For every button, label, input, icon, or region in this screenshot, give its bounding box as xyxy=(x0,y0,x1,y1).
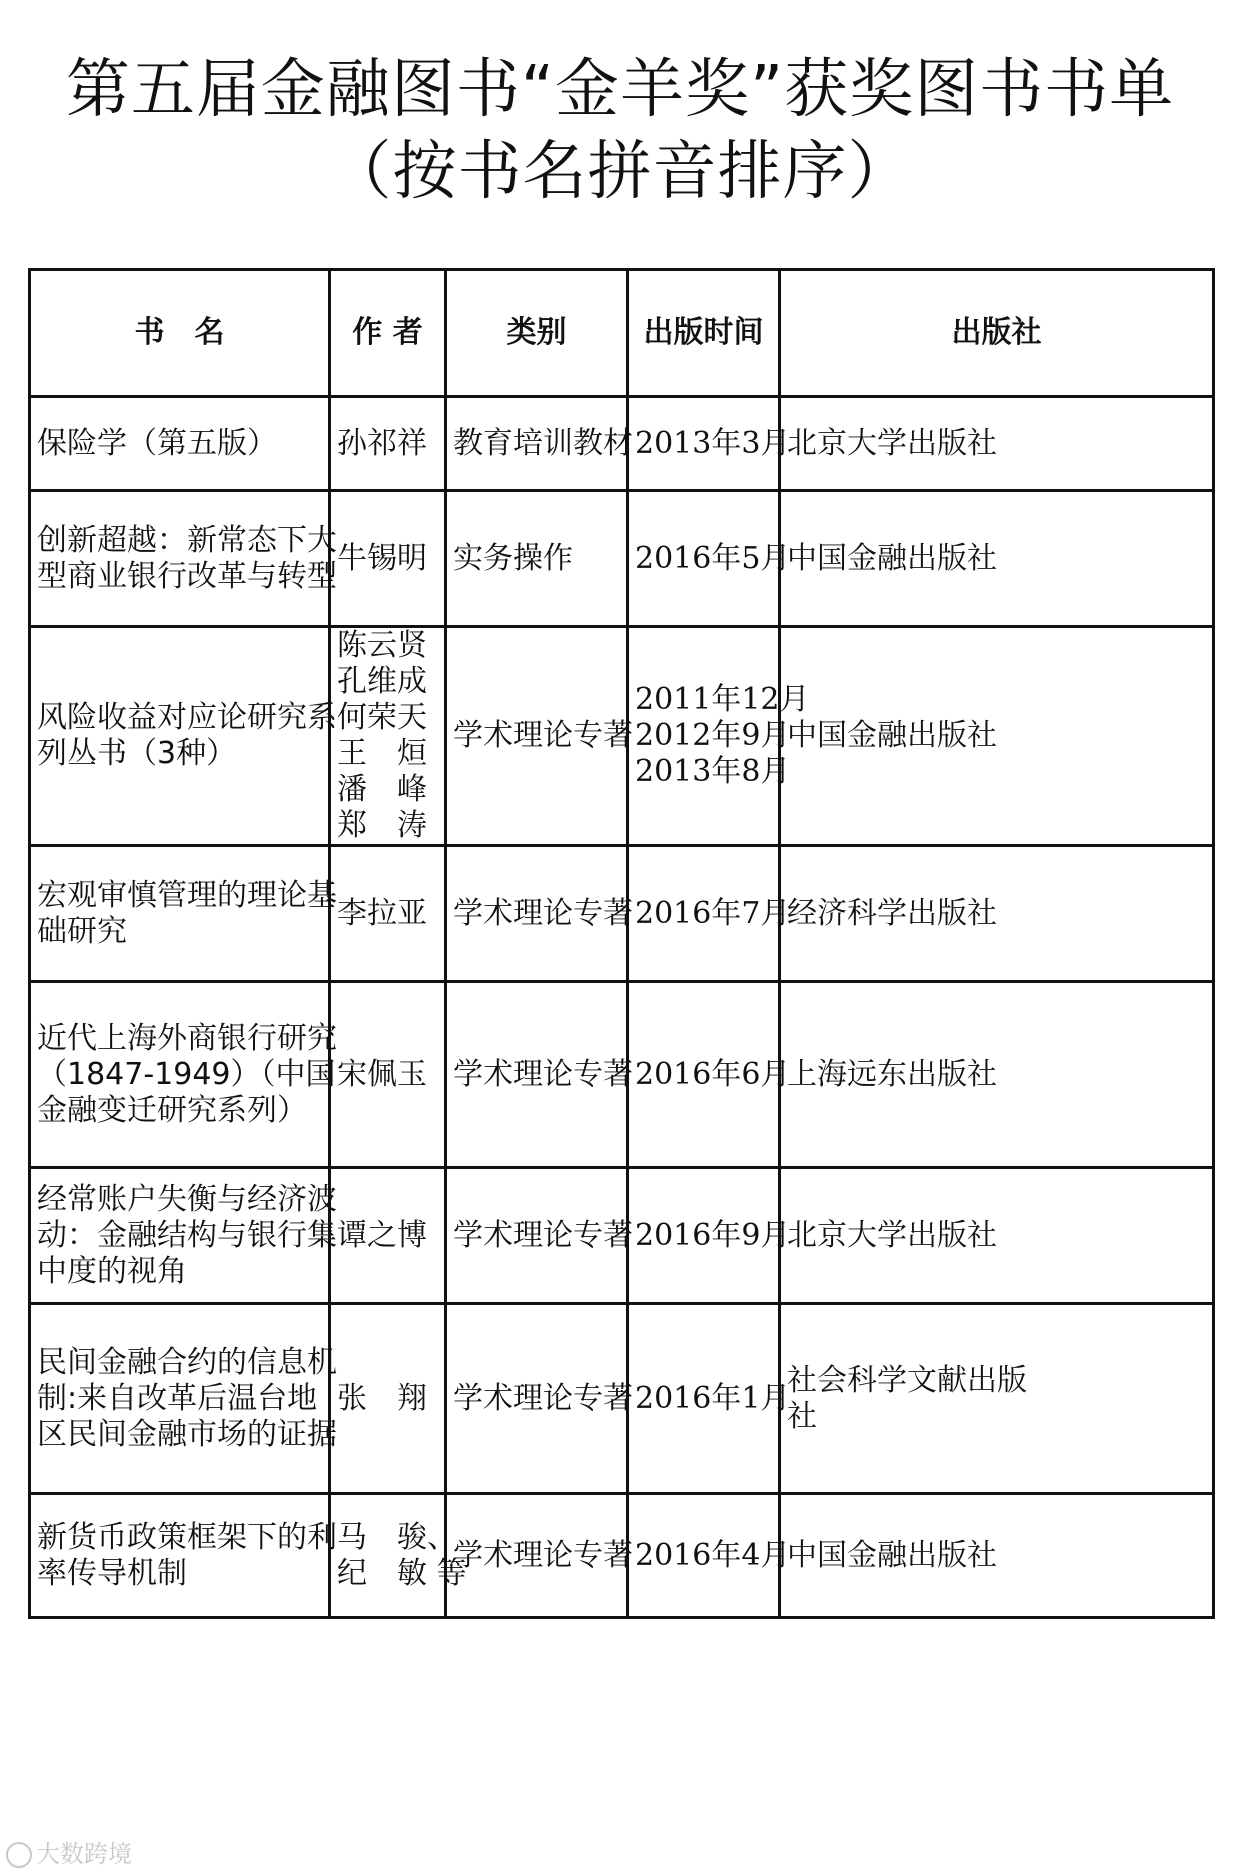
category-cell: 学术理论专著 xyxy=(446,1168,628,1304)
publisher-cell-line: 北京大学出版社 xyxy=(787,1217,997,1253)
category-cell: 学术理论专著 xyxy=(446,1494,628,1618)
book-name-cell-line: 风险收益对应论研究系 xyxy=(37,700,337,735)
page-subtitle: （按书名拼音排序） xyxy=(327,135,913,209)
category-cell: 学术理论专著 xyxy=(446,982,628,1168)
publisher-cell-line: 社会科学文献出版 xyxy=(787,1362,1027,1398)
publisher-cell xyxy=(780,1304,1214,1494)
author-cell xyxy=(330,1168,446,1304)
book-name-cell-line: 金融变迁研究系列） xyxy=(37,1092,307,1128)
book-name-cell xyxy=(30,1304,337,1494)
author-cell-line: 潘 峰 xyxy=(337,772,427,807)
publish-date-cell xyxy=(628,491,791,627)
publisher-cell xyxy=(780,982,1214,1168)
author-cell-line: 何荣天 xyxy=(337,700,427,735)
author-cell-line: 王 烜 xyxy=(337,736,427,771)
author-cell xyxy=(330,982,446,1168)
author-cell xyxy=(330,1494,467,1618)
table-row xyxy=(30,846,1214,982)
author-cell-line: 牛锡明 xyxy=(337,540,427,576)
book-name-cell-line: （1847-1949）（中国 xyxy=(37,1056,336,1092)
author-cell-line: 马 骏、 xyxy=(337,1519,457,1555)
publisher-cell xyxy=(780,491,1214,627)
publisher-cell-line: 经济科学出版社 xyxy=(787,895,997,931)
author-cell-line: 宋佩玉 xyxy=(337,1056,427,1092)
publish-date-cell-line: 2016年1月 xyxy=(635,1380,791,1416)
publisher-cell xyxy=(780,397,1214,491)
table-header-row xyxy=(30,270,1214,397)
book-name-cell-line: 经常账户失衡与经济波 xyxy=(37,1181,337,1217)
author-cell-line: 谭之博 xyxy=(337,1217,427,1253)
book-name-cell-line: 列丛书（3种） xyxy=(37,736,237,771)
author-cell-line: 郑 涛 xyxy=(337,808,427,843)
table-row xyxy=(30,491,1214,627)
publisher-cell-line: 社 xyxy=(787,1398,817,1434)
author-cell xyxy=(330,491,446,627)
category-cell: 教育培训教材 xyxy=(446,397,628,491)
book-name-cell xyxy=(30,627,337,846)
header-author: 作 者 xyxy=(330,270,446,397)
watermark-logo-icon xyxy=(6,1842,32,1868)
header-category: 类别 xyxy=(446,270,628,397)
author-cell xyxy=(330,846,446,982)
publish-date-cell xyxy=(628,397,791,491)
publish-date-cell xyxy=(628,1494,791,1618)
publish-date-cell-line: 2012年9月 xyxy=(635,718,791,753)
publisher-cell-line: 上海远东出版社 xyxy=(787,1056,997,1092)
publish-date-cell xyxy=(628,846,791,982)
book-name-cell xyxy=(30,982,337,1168)
book-name-cell-line: 中度的视角 xyxy=(37,1253,187,1289)
publisher-cell xyxy=(780,846,1214,982)
watermark xyxy=(6,1834,132,1869)
publish-date-cell-line: 2011年12月 xyxy=(635,682,810,717)
publish-date-cell-line: 2016年7月 xyxy=(635,895,791,931)
publish-date-cell-line: 2016年6月 xyxy=(635,1056,791,1092)
publish-date-cell xyxy=(628,627,810,846)
publisher-cell-line: 中国金融出版社 xyxy=(787,718,997,753)
publisher-cell-line: 中国金融出版社 xyxy=(787,1537,997,1573)
book-name-cell-line: 率传导机制 xyxy=(37,1555,187,1591)
table-row xyxy=(30,1304,1214,1494)
publish-date-cell-line: 2016年5月 xyxy=(635,540,791,576)
publish-date-cell-line: 2016年4月 xyxy=(635,1537,791,1573)
publisher-cell-line: 中国金融出版社 xyxy=(787,540,997,576)
book-name-cell-line: 保险学（第五版） xyxy=(37,425,277,461)
book-name-cell xyxy=(30,846,337,982)
author-cell-line: 孙祁祥 xyxy=(337,425,427,461)
header-book-name: 书 名 xyxy=(30,270,330,397)
book-name-cell xyxy=(30,491,337,627)
author-cell xyxy=(330,627,446,846)
book-name-cell-line: 区民间金融市场的证据 xyxy=(37,1416,337,1452)
book-name-cell-line: 民间金融合约的信息机 xyxy=(37,1344,337,1380)
watermark-text: 大数跨境 xyxy=(36,1840,132,1868)
header-publish-date: 出版时间 xyxy=(628,270,780,397)
book-name-cell-line: 新货币政策框架下的利 xyxy=(37,1519,337,1555)
category-cell: 实务操作 xyxy=(446,491,628,627)
book-name-cell xyxy=(30,1168,337,1304)
book-name-cell-line: 创新超越：新常态下大 xyxy=(37,522,337,558)
book-name-cell-line: 型商业银行改革与转型 xyxy=(37,558,337,594)
category-cell: 学术理论专著 xyxy=(446,846,628,982)
author-cell-line: 纪 敏 等 xyxy=(337,1555,467,1591)
publisher-cell xyxy=(780,627,1214,846)
table-row xyxy=(30,1494,1214,1618)
author-cell xyxy=(330,1304,446,1494)
table-row xyxy=(30,627,1214,846)
publish-date-cell xyxy=(628,982,791,1168)
category-cell: 学术理论专著 xyxy=(446,627,628,846)
page-title: 第五届金融图书“金羊奖”获奖图书书单 xyxy=(65,53,1175,127)
book-name-cell xyxy=(30,397,330,491)
publisher-cell xyxy=(780,1494,1214,1618)
publisher-cell xyxy=(780,1168,1214,1304)
publish-date-cell-line: 2013年8月 xyxy=(635,754,791,789)
book-name-cell-line: 动：金融结构与银行集 xyxy=(37,1217,337,1253)
table-row xyxy=(30,397,1214,491)
award-book-table xyxy=(28,268,1215,1619)
publish-date-cell-line: 2013年3月 xyxy=(635,425,791,461)
book-name-cell-line: 宏观审慎管理的理论基 xyxy=(37,877,337,913)
book-name-cell xyxy=(30,1494,337,1618)
book-name-cell-line: 础研究 xyxy=(37,913,127,949)
book-name-cell-line: 制:来自改革后温台地 xyxy=(37,1380,318,1416)
author-cell-line: 李拉亚 xyxy=(337,895,427,931)
table-row xyxy=(30,982,1214,1168)
book-name-cell-line: 近代上海外商银行研究 xyxy=(37,1020,337,1056)
author-cell-line: 孔维成 xyxy=(337,664,427,699)
publish-date-cell xyxy=(628,1304,791,1494)
author-cell-line: 张 翔 xyxy=(337,1380,427,1416)
publisher-cell-line: 北京大学出版社 xyxy=(787,425,997,461)
author-cell xyxy=(330,397,446,491)
header-publisher: 出版社 xyxy=(780,270,1214,397)
publish-date-cell-line: 2016年9月 xyxy=(635,1217,791,1253)
category-cell: 学术理论专著 xyxy=(446,1304,628,1494)
publish-date-cell xyxy=(628,1168,791,1304)
author-cell-line: 陈云贤 xyxy=(337,628,427,663)
table-row xyxy=(30,1168,1214,1304)
